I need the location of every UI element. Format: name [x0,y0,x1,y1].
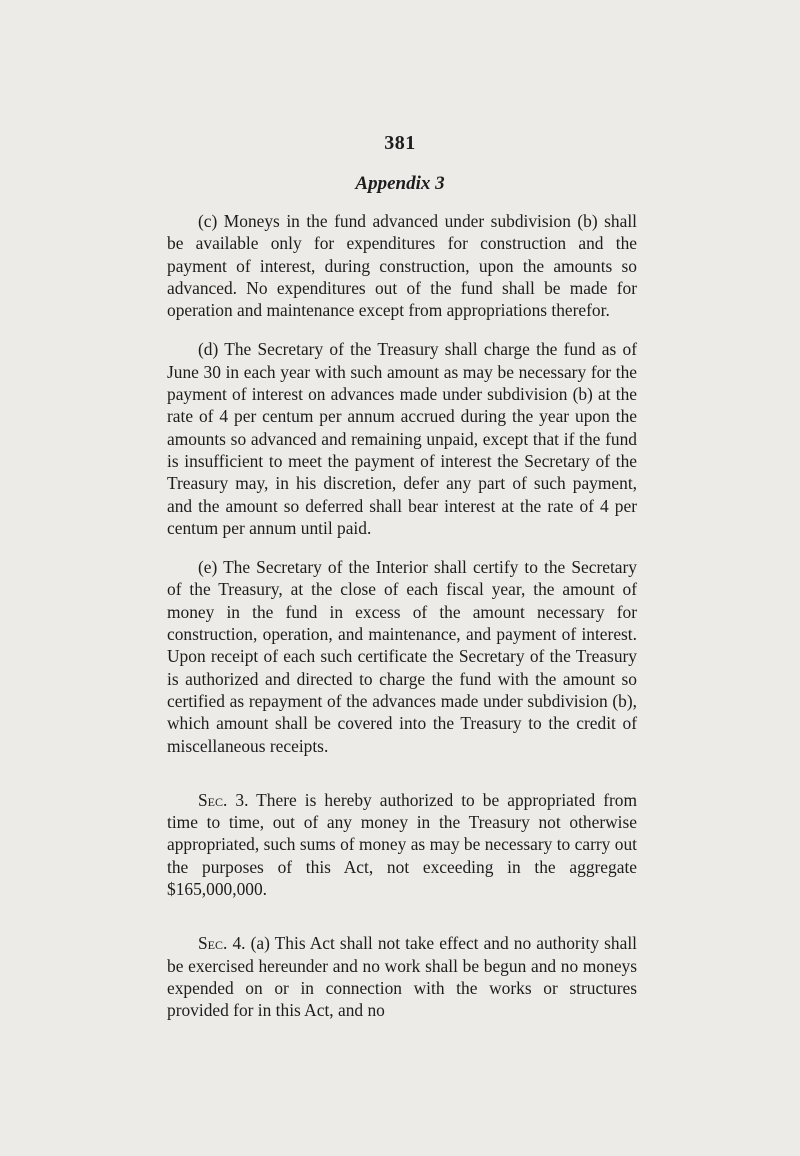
paragraph-c: (c) Moneys in the fund advanced under subdivision (b) shall be available only for expenditures for construction and the payment of interest, during construction, upon the amounts so advanced. No expenditures out of the fund shall be made for operation and maintenance except from appropriations therefor. [167,211,637,321]
page-number: 381 [384,132,416,154]
section-3 [167,789,637,900]
running-head: Appendix 3 [355,173,445,194]
section-3-text: There is hereby authorized to be appropriated from time to time, out of any money in the Treasury not otherwise appropriated, such sums of money as may be necessary to carry out the purposes of this Act, not exceeding in the aggregate $165,000,000. [167,789,637,900]
section-4-label: Sec. 4. [198,933,246,954]
paragraph-d: (d) The Secretary of the Treasury shall charge the fund as of June 30 in each year with such amount as may be necessary for the payment of interest on advances made under subdivision (b) at the rate of 4 per centum per annum accrued during the year upon the amounts so advanced and remaining unpaid, except that if the fund is insufficient to meet the payment of interest the Secretary of the Treasury may, in his discretion, defer any part of such payment, and the amount so deferred shall bear interest at the rate of 4 per centum per annum until paid. [167,339,637,538]
section-4-text: (a) This Act shall not take effect and no authority shall be exercised hereunder and no work shall be begun and no moneys expended on or in connection with the works or structures provided for in this Act, and no [167,933,637,1021]
section-3-label: Sec. 3. [198,789,249,810]
paragraph-e: (e) The Secretary of the Interior shall certify to the Secretary of the Treasury, at the close of each fiscal year, the amount of money in the fund in excess of the amount necessary for construction, operation, and maintenance, and payment of interest. Upon receipt of each such certificate the Secretary of the Treasury is authorized and directed to charge the fund with the amount so certified as repayment of the advances made under subdivision (b), which amount shall be covered into the Treasury to the credit of miscellaneous receipts. [167,557,637,756]
section-4 [167,932,637,1021]
body-text [167,210,637,1022]
